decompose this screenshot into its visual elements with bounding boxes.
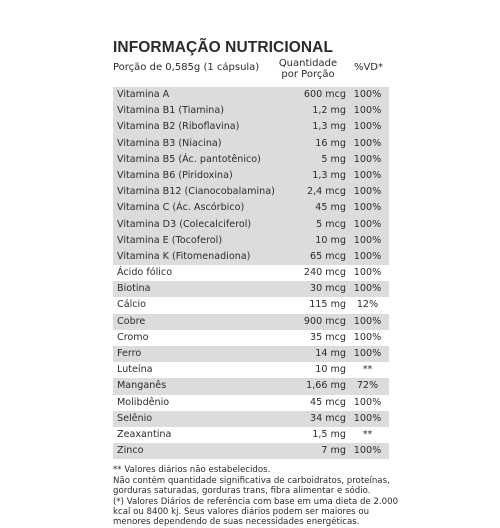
nutrient-name: Vitamina A bbox=[117, 89, 170, 100]
nutrient-name: Vitamina D3 (Colecalciferol) bbox=[117, 218, 252, 230]
nutrient-vd: 100% bbox=[353, 105, 382, 117]
table-row bbox=[113, 265, 389, 281]
nutrient-amount: 7 mg bbox=[321, 445, 346, 457]
nutrient-vd: 100% bbox=[353, 137, 382, 149]
nutrient-vd: 100% bbox=[353, 396, 382, 408]
nutrient-name: Selênio bbox=[117, 412, 153, 424]
nutrition-facts-panel bbox=[113, 38, 399, 528]
nutrient-name: Vitamina E (Tocoferol) bbox=[117, 234, 223, 246]
footnote-line: ** Valores diários não estabelecidos. bbox=[113, 465, 271, 476]
nutrient-vd: 100% bbox=[353, 412, 382, 424]
table-row bbox=[113, 249, 389, 265]
nutrient-name: Biotina bbox=[117, 283, 151, 295]
nutrient-vd: 100% bbox=[353, 267, 382, 279]
nutrient-amount: 115 mg bbox=[309, 299, 346, 311]
footnote-line: gorduras saturadas, gorduras trans, fibra alimentar e sódio. bbox=[113, 486, 371, 497]
nutrient-name: Vitamina K (Fitomenadiona) bbox=[117, 250, 251, 262]
nutrient-vd: 100% bbox=[353, 250, 382, 262]
nutrient-name: Cálcio bbox=[117, 299, 147, 311]
table-row bbox=[113, 427, 389, 443]
footnote-line: Não contém quantidade significativa de carboidratos, proteínas, bbox=[113, 475, 390, 486]
serving-size-label: Porção de 0,585g (1 cápsula) bbox=[113, 62, 260, 73]
table-row bbox=[113, 168, 389, 184]
nutrient-name: Ferro bbox=[117, 348, 142, 359]
nutrient-vd: 100% bbox=[353, 234, 382, 246]
table-row bbox=[113, 411, 389, 427]
footnotes bbox=[113, 465, 399, 528]
table-row bbox=[113, 378, 389, 394]
nutrient-amount: 1,3 mg bbox=[312, 121, 346, 133]
table-row bbox=[113, 200, 389, 216]
nutrient-amount: 600 mcg bbox=[303, 89, 346, 100]
nutrient-vd: 100% bbox=[353, 89, 382, 100]
nutrient-vd: 100% bbox=[353, 121, 382, 133]
nutrient-amount: 2,4 mcg bbox=[306, 186, 346, 198]
nutrient-vd: 100% bbox=[353, 169, 382, 181]
table-row bbox=[113, 103, 389, 119]
nutrient-name: Vitamina B2 (Riboflavina) bbox=[117, 121, 240, 133]
nutrient-name: Vitamina C (Ác. Ascórbico) bbox=[117, 202, 245, 214]
nutrient-vd: 100% bbox=[353, 186, 382, 198]
nutrient-vd: ** bbox=[362, 364, 373, 376]
table-row bbox=[113, 330, 389, 346]
nutrient-vd: 100% bbox=[353, 445, 382, 457]
nutrient-amount: 10 mg bbox=[315, 364, 346, 376]
nutrient-amount: 5 mg bbox=[321, 153, 346, 165]
table-row bbox=[113, 136, 389, 152]
table-row bbox=[113, 184, 389, 200]
table-row bbox=[113, 395, 389, 411]
nutrient-amount: 240 mcg bbox=[303, 267, 346, 279]
nutrient-amount: 65 mcg bbox=[310, 250, 346, 262]
nutrient-name: Manganês bbox=[117, 380, 167, 392]
footnote-line: kcal ou 8400 kj. Seus valores diários podem ser maiores ou bbox=[113, 506, 370, 517]
nutrient-name: Ácido fólico bbox=[117, 267, 173, 279]
nutrient-vd: 12% bbox=[356, 299, 379, 311]
nutrient-amount: 34 mcg bbox=[310, 412, 346, 424]
table-row bbox=[113, 297, 389, 313]
nutrient-vd: 100% bbox=[353, 283, 382, 295]
nutrient-amount: 5 mcg bbox=[316, 218, 346, 230]
nutrient-name: Vitamina B6 (Piridoxina) bbox=[117, 169, 233, 181]
table-row bbox=[113, 233, 389, 249]
footnote-line: menores dependendo de suas necessidades energéticas. bbox=[113, 517, 360, 528]
nutrient-name: Vitamina B1 (Tiamina) bbox=[117, 105, 224, 117]
table-row bbox=[113, 152, 389, 168]
nutrient-amount: 16 mg bbox=[315, 137, 346, 149]
nutrient-vd: 100% bbox=[353, 315, 382, 327]
nutrient-name: Vitamina B5 (Ác. pantotênico) bbox=[117, 153, 261, 165]
nutrient-vd: 100% bbox=[353, 348, 382, 359]
nutrient-name: Vitamina B12 (Cianocobalamina) bbox=[117, 186, 275, 198]
table-row bbox=[113, 281, 389, 297]
nutrient-amount: 45 mg bbox=[315, 202, 346, 214]
nutrient-vd: 100% bbox=[353, 331, 382, 343]
nutrient-amount: 900 mcg bbox=[303, 315, 346, 327]
nutrient-amount: 35 mcg bbox=[310, 331, 346, 343]
quantity-column-header bbox=[268, 58, 348, 80]
table-header bbox=[113, 57, 389, 87]
table-row bbox=[113, 443, 389, 459]
table-row bbox=[113, 362, 389, 378]
nutrient-name: Vitamina B3 (Niacina) bbox=[117, 137, 222, 149]
quantity-header-line2: por Porção bbox=[281, 69, 335, 80]
nutrient-name: Cromo bbox=[117, 331, 149, 343]
nutrient-amount: 1,5 mg bbox=[312, 428, 346, 440]
nutrient-vd: 72% bbox=[356, 380, 379, 392]
quantity-header-line1: Quantidade bbox=[278, 58, 338, 69]
nutrient-amount: 10 mg bbox=[315, 234, 346, 246]
nutrient-amount: 1,3 mg bbox=[312, 169, 346, 181]
nutrient-name: Zeaxantina bbox=[117, 428, 172, 440]
table-row bbox=[113, 119, 389, 135]
nutrient-vd: 100% bbox=[353, 202, 382, 214]
table-row bbox=[113, 87, 389, 103]
vd-column-header: %VD* bbox=[353, 62, 384, 73]
nutrient-name: Cobre bbox=[117, 315, 146, 327]
nutrient-name: Zinco bbox=[117, 445, 144, 457]
nutrition-title: INFORMAÇÃO NUTRICIONAL bbox=[113, 39, 334, 56]
nutrient-vd: 100% bbox=[353, 218, 382, 230]
nutrient-amount: 1,66 mg bbox=[306, 380, 346, 392]
nutrient-amount: 1,2 mg bbox=[312, 105, 346, 117]
nutrient-amount: 14 mg bbox=[315, 348, 346, 359]
table-row bbox=[113, 346, 389, 362]
table-row bbox=[113, 314, 389, 330]
nutrient-name: Luteína bbox=[117, 364, 153, 376]
nutrient-vd: 100% bbox=[353, 153, 382, 165]
nutrient-amount: 30 mcg bbox=[310, 283, 346, 295]
footnote-line: (*) Valores Diários de referência com base em uma dieta de 2.000 bbox=[113, 496, 399, 507]
nutrient-amount: 45 mcg bbox=[310, 396, 346, 408]
table-row bbox=[113, 217, 389, 233]
nutrient-vd: ** bbox=[362, 428, 373, 440]
nutrient-table bbox=[113, 87, 389, 459]
nutrient-name: Molibdênio bbox=[117, 396, 170, 408]
